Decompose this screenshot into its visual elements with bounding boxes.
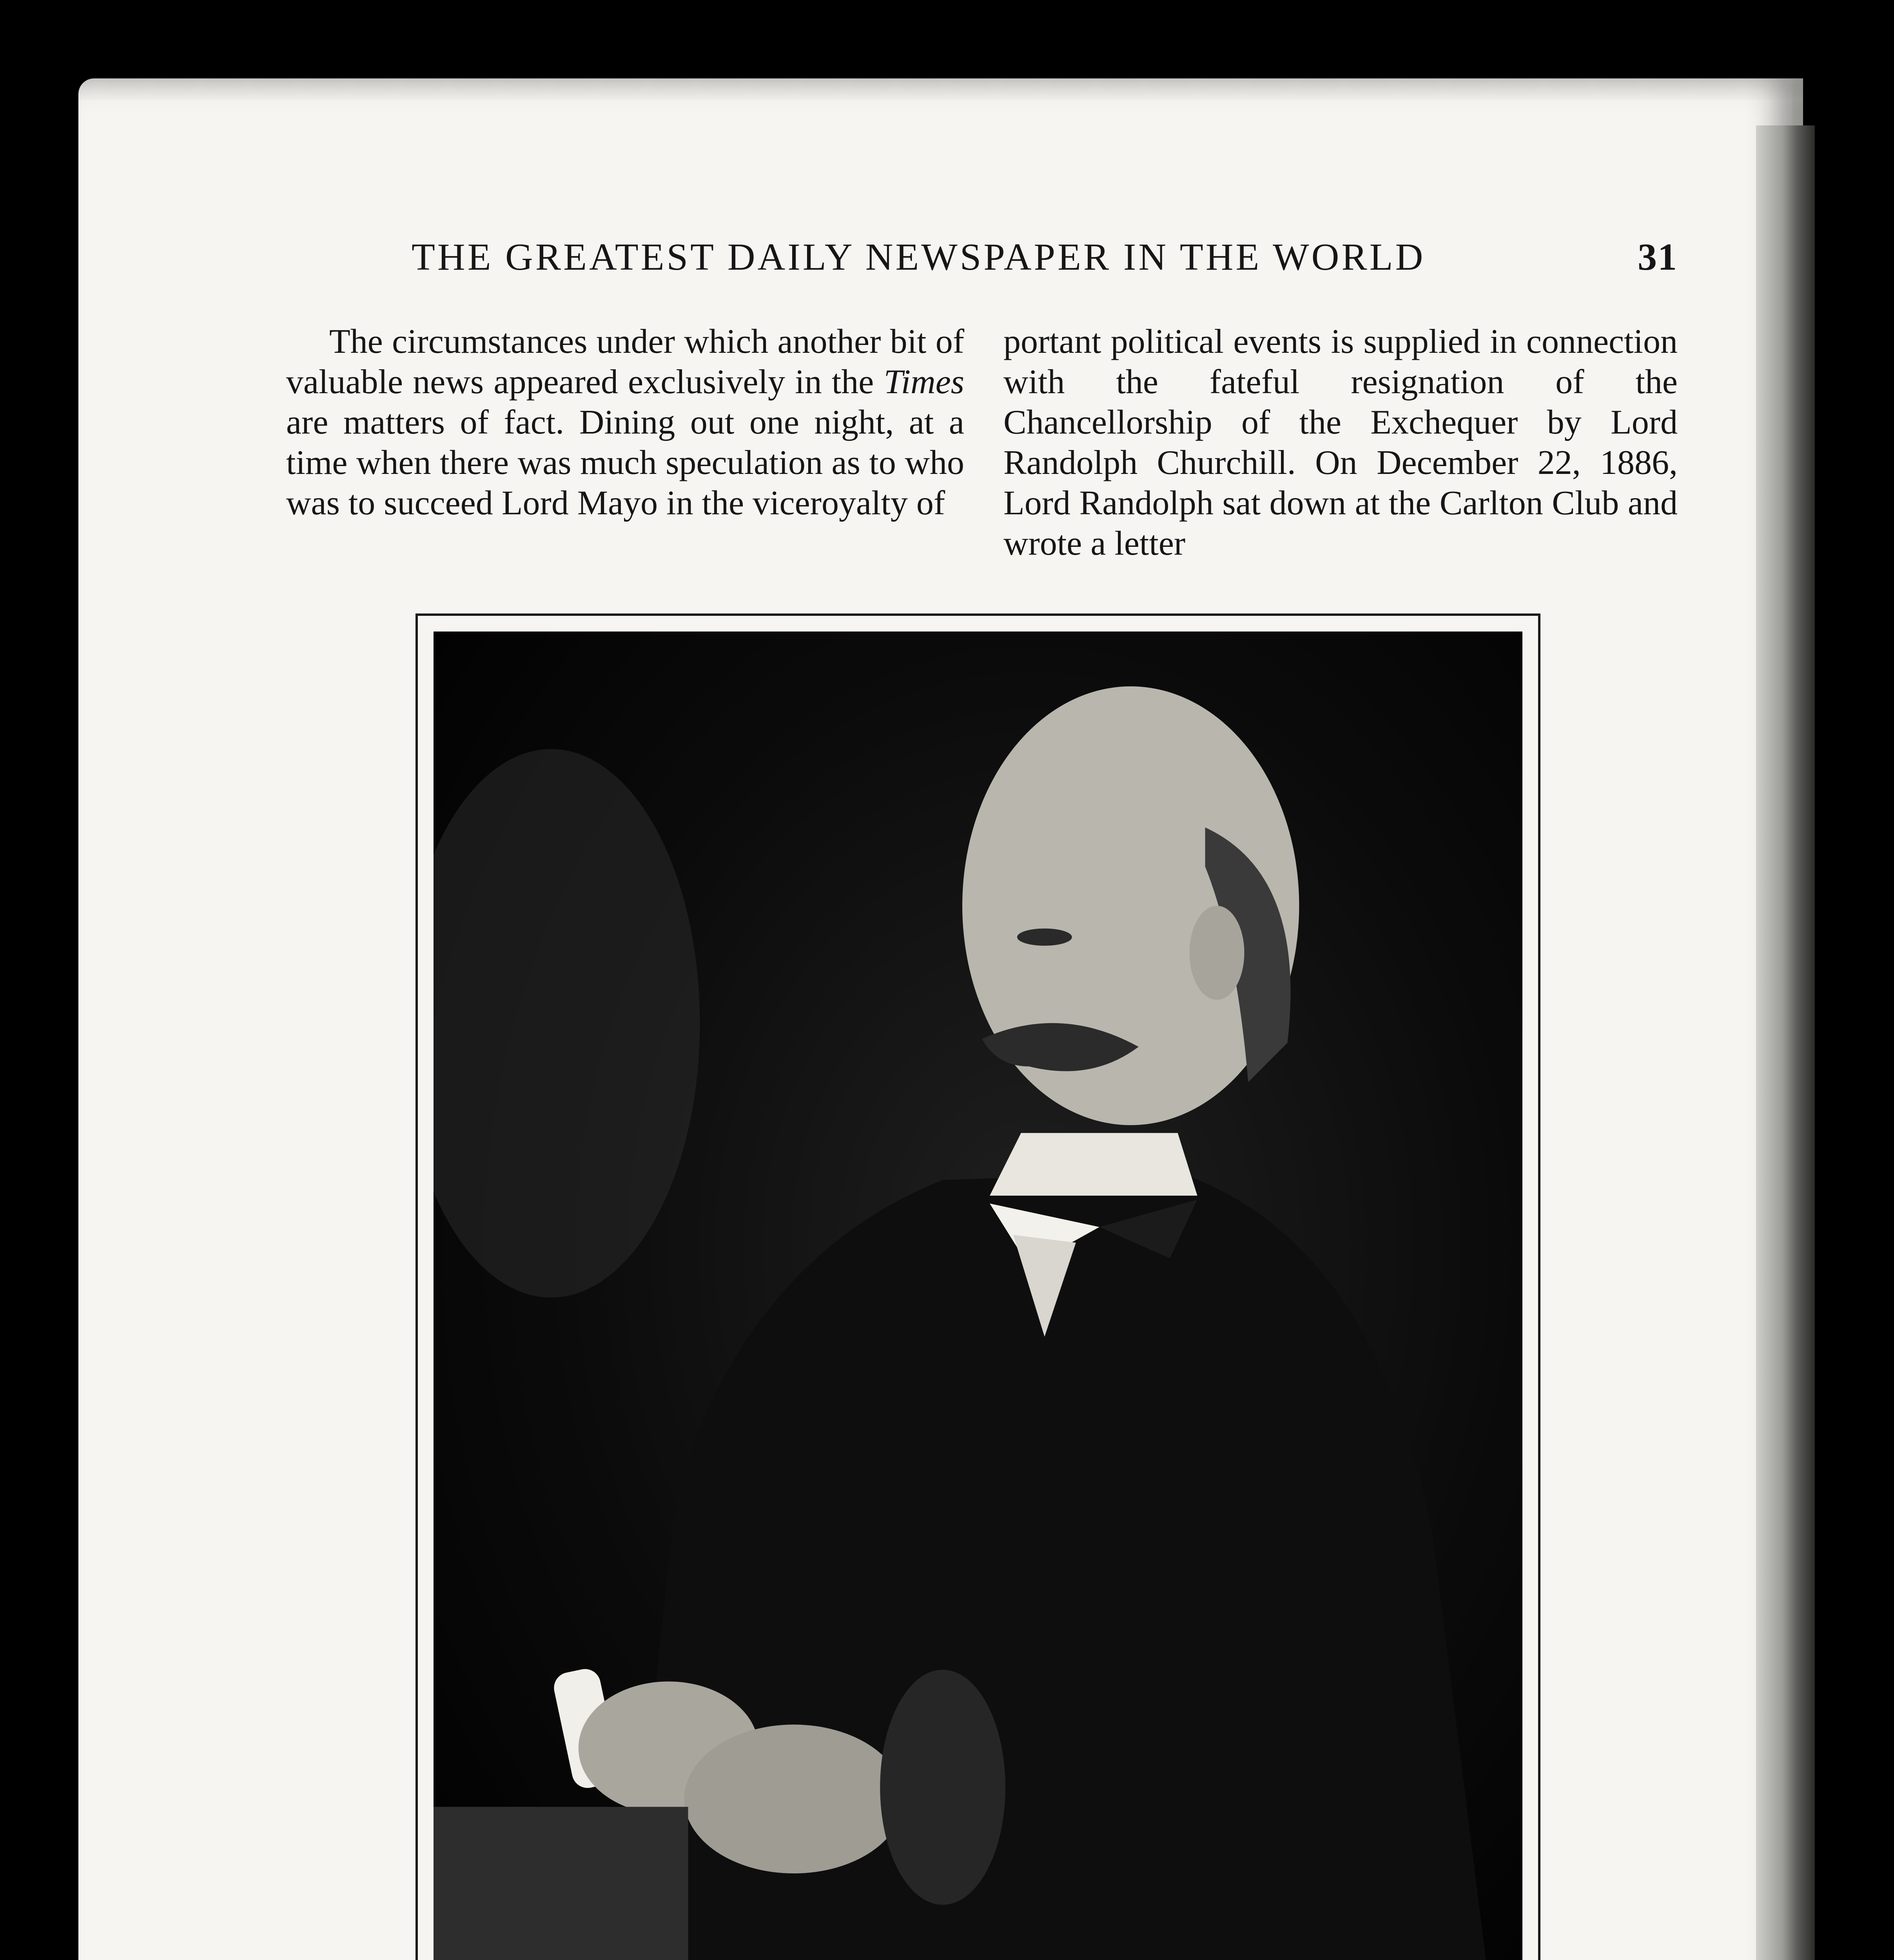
column-top-right — [1003, 321, 1678, 564]
portrait-illustration — [434, 632, 1522, 1960]
page-edge — [1756, 125, 1815, 1960]
portrait-photograph — [434, 632, 1522, 1960]
page-number: 31 — [1638, 236, 1678, 278]
paragraph: portant political events is supplied in connection with the fateful resignation of the Chancellorship of the Exchequer by Lord Randolph Churchill. On December 22, 1886, Lord Randolph sat down at the Carlton Club and wrote a letter — [1003, 323, 1678, 563]
italic-times: Times — [884, 363, 964, 401]
paragraph: The circumstances under which another bit of valuable news appeared exclusively in the Times are matters of fact. Dining out one night, at a time when there was much speculation as to who was to succeed Lord Mayo in the viceroyalty of — [286, 323, 964, 522]
portrait-frame — [415, 613, 1540, 1960]
page-header — [412, 235, 1678, 286]
column-top-left — [286, 321, 964, 523]
running-title: THE GREATEST DAILY NEWSPAPER IN THE WORLD — [412, 236, 1426, 278]
